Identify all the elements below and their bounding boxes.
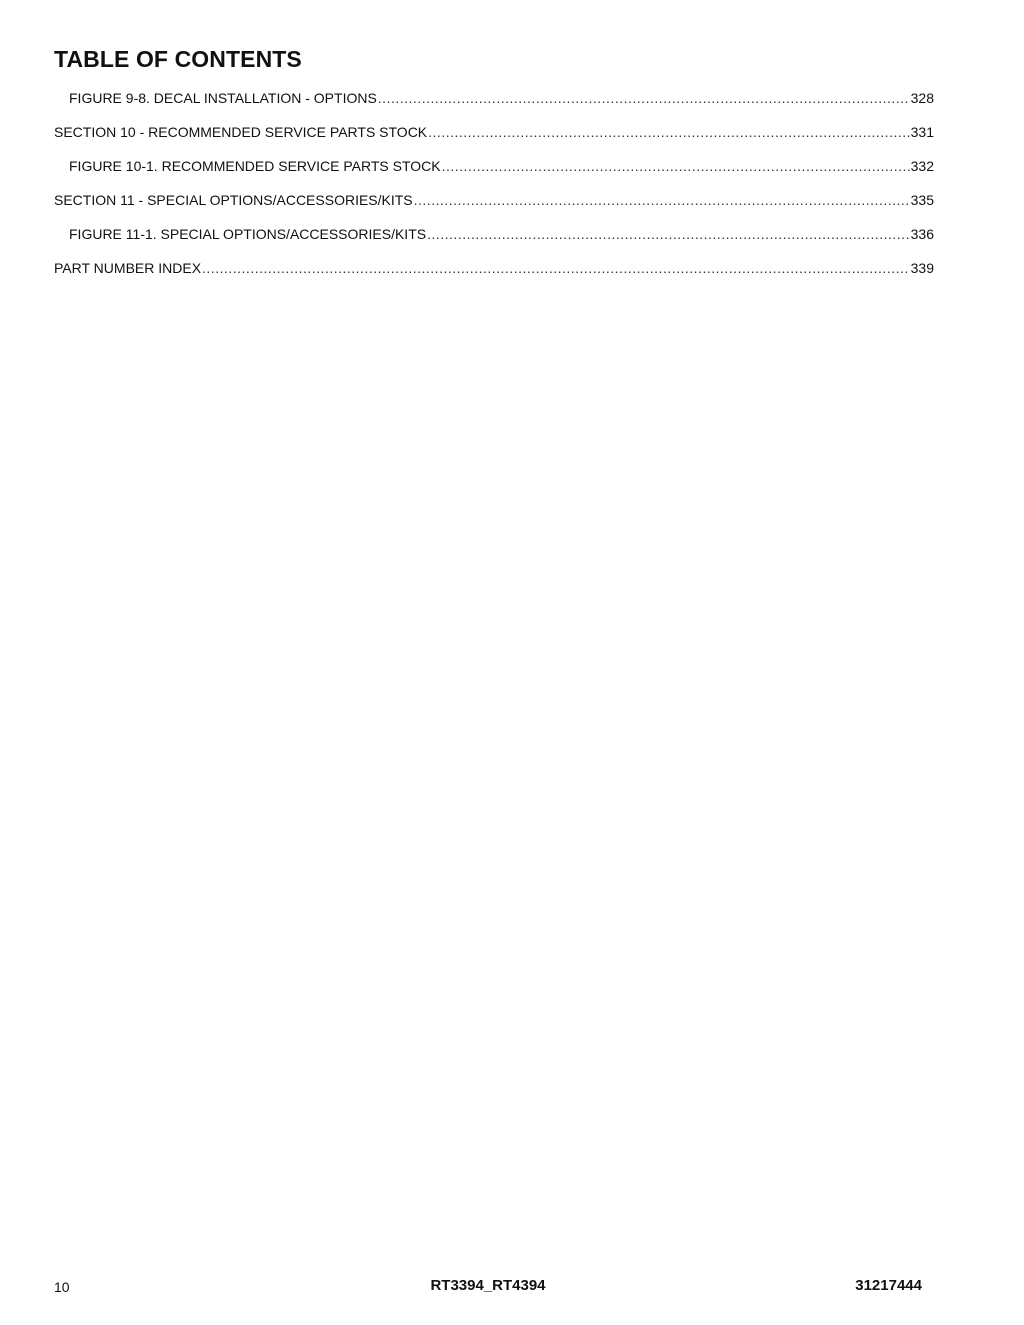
toc-entry-label: FIGURE 9-8. DECAL INSTALLATION - OPTIONS [69,90,377,106]
toc-entry-page: 339 [910,260,934,276]
toc-entry[interactable] [54,90,934,124]
toc-entry[interactable] [54,192,934,226]
dot-leader [202,260,910,276]
toc-entry-page: 335 [910,192,934,208]
footer-document-number: 31217444 [855,1277,922,1294]
toc-entry-page: 336 [910,226,934,242]
toc-entry-label: SECTION 11 - SPECIAL OPTIONS/ACCESSORIES/KITS [54,192,413,208]
toc-entry[interactable] [54,158,934,192]
toc-entry-page: 331 [910,124,934,140]
dot-leader [428,124,909,140]
page-footer [54,1277,922,1297]
dot-leader [378,90,910,106]
dot-leader [414,192,910,208]
toc-entry[interactable] [54,124,934,158]
toc-entry-page: 328 [910,90,934,106]
page-title: TABLE OF CONTENTS [54,46,302,72]
toc-entry-label: FIGURE 11-1. SPECIAL OPTIONS/ACCESSORIES/KITS [69,226,427,242]
footer-page-number: 10 [54,1279,70,1295]
toc-entry[interactable] [54,226,934,260]
toc-entry-label: PART NUMBER INDEX [54,260,202,276]
toc-entry-page: 332 [910,158,934,174]
dot-leader [442,158,910,174]
toc-entry-label: SECTION 10 - RECOMMENDED SERVICE PARTS STOCK [54,124,428,140]
dot-leader [427,226,910,242]
toc-entry[interactable] [54,260,934,294]
toc-entry-label: FIGURE 10-1. RECOMMENDED SERVICE PARTS STOCK [69,158,441,174]
footer-model: RT3394_RT4394 [430,1277,546,1294]
table-of-contents [54,90,934,294]
